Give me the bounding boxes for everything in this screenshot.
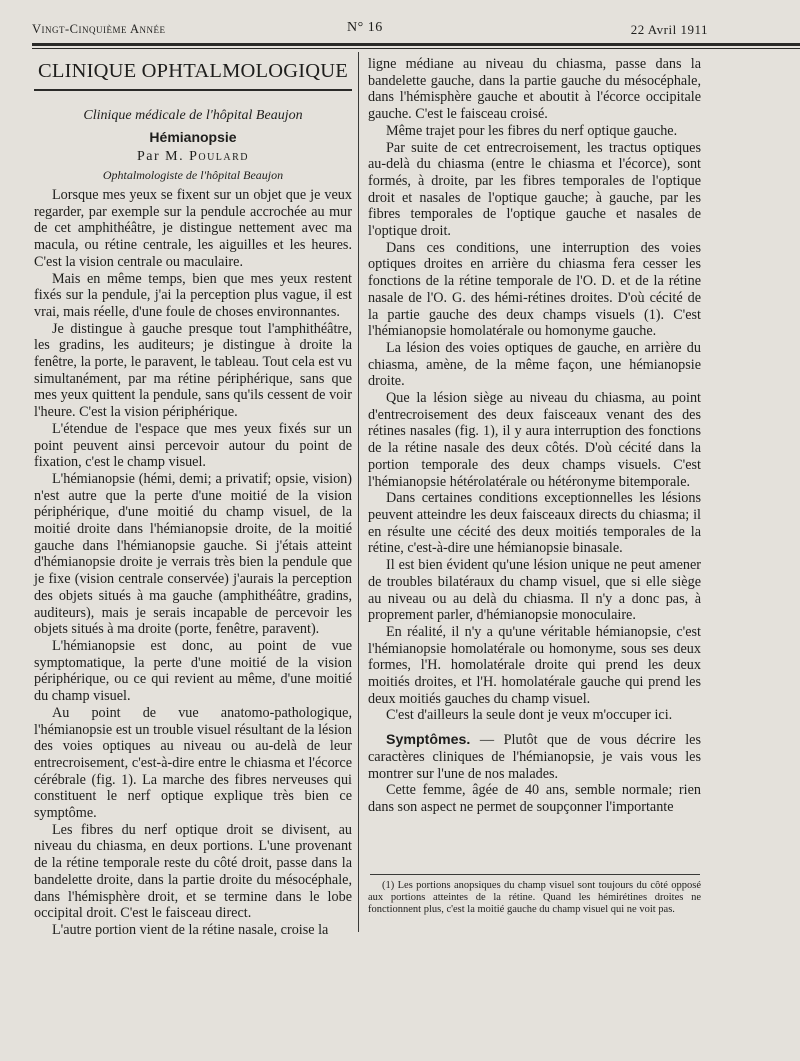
body-paragraph: Que la lésion siège au niveau du chiasma, au point d'entrecroisement des deux faisceaux venant des des rétines nasales (fig. 1), il y aura interruption des fonctions de la rétine nasale des deux côtés. D'où cécité dans la portion temporale des deux champs visuels. C'est l'hémianopsie hétérolatérale ou hétéronyme bitemporale.: [368, 390, 701, 490]
left-body-text: [34, 187, 352, 939]
author-name: Poulard: [189, 149, 250, 164]
author-prefix: Par M.: [136, 149, 185, 164]
right-column: [368, 56, 701, 816]
header-date: 22 Avril 1911: [630, 22, 708, 37]
header-rule-thick: [32, 43, 800, 46]
header-issue-number: N° 16: [347, 20, 383, 35]
paragraph-spacer: [368, 724, 701, 732]
right-body-text-continued: [368, 782, 701, 815]
body-paragraph: Au point de vue anatomo-pathologique, l'hémianopsie est un trouble visuel résultant de la lésion des voies optiques au niveau ou au-delà de leur entrecroisement, c'est-à-dire entre le chiasma et l'écorce cérébrale (fig. 1). La marche des fibres nerveuses qui constituent le nerf optique explique très bien ce symptôme.: [34, 704, 352, 822]
symptomes-paragraph: [368, 732, 701, 782]
body-paragraph: L'hémianopsie (hémi, demi; a privatif; opsie, vision) n'est autre que la perte d'une moitié de la vision périphérique, d'une moitié du champ visuel, de la moitié droite dans l'hémianopsie droite, de la moitié gauche dans l'hémianopsie gauche. Si j'étais atteint d'hémianopsie droite je verrais très bien la pendule que je fixe (vision centrale conservée) j'aurais la perception des objets situés à ma gauche (amphithéâtre, gradins, auditeurs), mais je serais incapable de percevoir les objets situés à ma droite (porte, fenêtre, paravent).: [34, 470, 352, 638]
page-header: [32, 20, 708, 40]
body-paragraph: Il est bien évident qu'une lésion unique ne peut amener de troubles bilatéraux du champ visuel, que si elle siège au niveau ou au delà du chiasma. Il n'y a donc pas, à proprement parler, d'hémianopsie monoculaire.: [368, 557, 701, 624]
author-affiliation: Ophtalmologiste de l'hôpital Beaujon: [102, 168, 284, 182]
body-paragraph: Mais en même temps, bien que mes yeux restent fixés sur la pendule, j'ai la perception plus vague, il est vrai, mais réelle, d'une foule de choses environnantes.: [34, 270, 352, 320]
body-paragraph: La lésion des voies optiques de gauche, en arrière du chiasma, amène, de la même façon, une hémianopsie droite.: [368, 339, 701, 390]
column-divider: [358, 52, 359, 932]
body-paragraph: L'étendue de l'espace que mes yeux fixés sur un point peuvent ainsi percevoir autour du point de fixation, c'est le champ visuel.: [34, 420, 352, 471]
footnote-rule: [370, 874, 700, 875]
body-paragraph: L'autre portion vient de la rétine nasale, croise la: [52, 921, 329, 938]
right-body-text: [368, 56, 701, 724]
symptomes-text: — Plutôt que de vous décrire les caractères cliniques de l'hémianopsie, je vais vous les montrer sur l'une de nos malades.: [368, 732, 701, 782]
section-title: CLINIQUE OPHTALMOLOGIQUE: [34, 58, 352, 91]
body-paragraph: C'est d'ailleurs la seule dont je veux m'occuper ici.: [386, 707, 673, 724]
footnote-text: (1) Les portions anopsiques du champ visuel sont toujours du côté opposé aux portions atteintes de la rétine. Quand les hémirétines droites ne fonctionnent plus, c'est la moitié gauche du champ visuel qui ne voit pas.: [368, 880, 701, 915]
body-paragraph: En réalité, il n'y a qu'une véritable hémianopsie, c'est l'hémianopsie homolatérale ou homonyme, sous ses deux formes, l'H. homolatérale droite qui prend les deux moitiés droites, et l'H. homolatérale gauche qui prend les deux moitiés gauches du champ visuel.: [368, 623, 701, 707]
body-paragraph: Dans ces conditions, une interruption des voies optiques droites en arrière du chiasma fera cesser les fonctions de la rétine temporale de l'O. D. et de la rétine nasale de l'O. G. des hémi-rétines droites. D'où cécité de la partie gauche des deux champs visuels (1). C'est l'hémianopsie homolatérale ou homonyme gauche.: [368, 239, 701, 340]
article-subtitle: Clinique médicale de l'hôpital Beaujon: [83, 108, 303, 123]
body-paragraph: Lorsque mes yeux se fixent sur un objet que je veux regarder, par exemple sur la pendule accrochée au mur de cet amphithéâtre, je distingue nettement avec ma macula, ou rétine centrale, les aiguilles et les heures. C'est la vision centrale ou maculaire.: [34, 187, 352, 270]
body-paragraph: Je distingue à gauche presque tout l'amphithéâtre, les gradins, les auditeurs; je distingue à droite la fenêtre, la porte, le paravent, le tableau. Tout cela est vu simultanément, par ma rétine périphérique, sans que mes yeux quittent la pendule, sans qu'ils cessent de voir l'heure. C'est la vision périphérique.: [34, 320, 352, 421]
body-paragraph: Par suite de cet entrecroisement, les tractus optiques au-delà du chiasma (entre le chiasma et l'écorce), sont formés, à droite, par les fibres temporales de l'optique droit et nasales de l'optique gauche; à gauche, par les fibres temporales de l'optique gauche et nasales de l'optique droit.: [368, 139, 701, 240]
symptomes-heading: Symptômes.: [386, 732, 471, 749]
body-paragraph: Dans certaines conditions exceptionnelles les lésions peuvent atteindre les deux faisceaux directs du chiasma; il en résulte une cécité des deux moitiés temporales de la rétine, c'est-à-dire une hémianopsie binasale.: [368, 490, 701, 557]
body-paragraph: L'hémianopsie est donc, au point de vue symptomatique, la perte d'une moitié de la vision périphérique, ou ce qui revient au même, d'une moitié du champ visuel.: [34, 637, 352, 705]
body-paragraph: ligne médiane au niveau du chiasma, passe dans la bandelette gauche, dans la partie gauche du mésocéphale, dans l'hémisphère gauche et aboutit à l'écorce occipitale gauche. C'est le faisceau croisé.: [368, 56, 701, 123]
author-line: [34, 148, 352, 166]
body-paragraph: Même trajet pour les fibres du nerf optique gauche.: [386, 122, 678, 139]
body-paragraph: Cette femme, âgée de 40 ans, semble normale; rien dans son aspect ne permet de soupçonner l'importante: [368, 782, 701, 815]
left-column: [34, 56, 352, 939]
header-rule-thin: [32, 48, 800, 49]
body-paragraph: Les fibres du nerf optique droit se divisent, au niveau du chiasma, en deux portions. L'une provenant de la rétine temporale reste du côté droit, passe dans la bandelette droite, dans la partie droite du mésocéphale, dans l'hémisphère droit, et se termine dans le lobe occipital droit. C'est le faisceau direct.: [34, 821, 352, 922]
article-title: Hémianopsie: [149, 129, 237, 145]
header-year: Vingt-Cinquième Année: [32, 22, 166, 36]
footnote: [368, 880, 701, 916]
